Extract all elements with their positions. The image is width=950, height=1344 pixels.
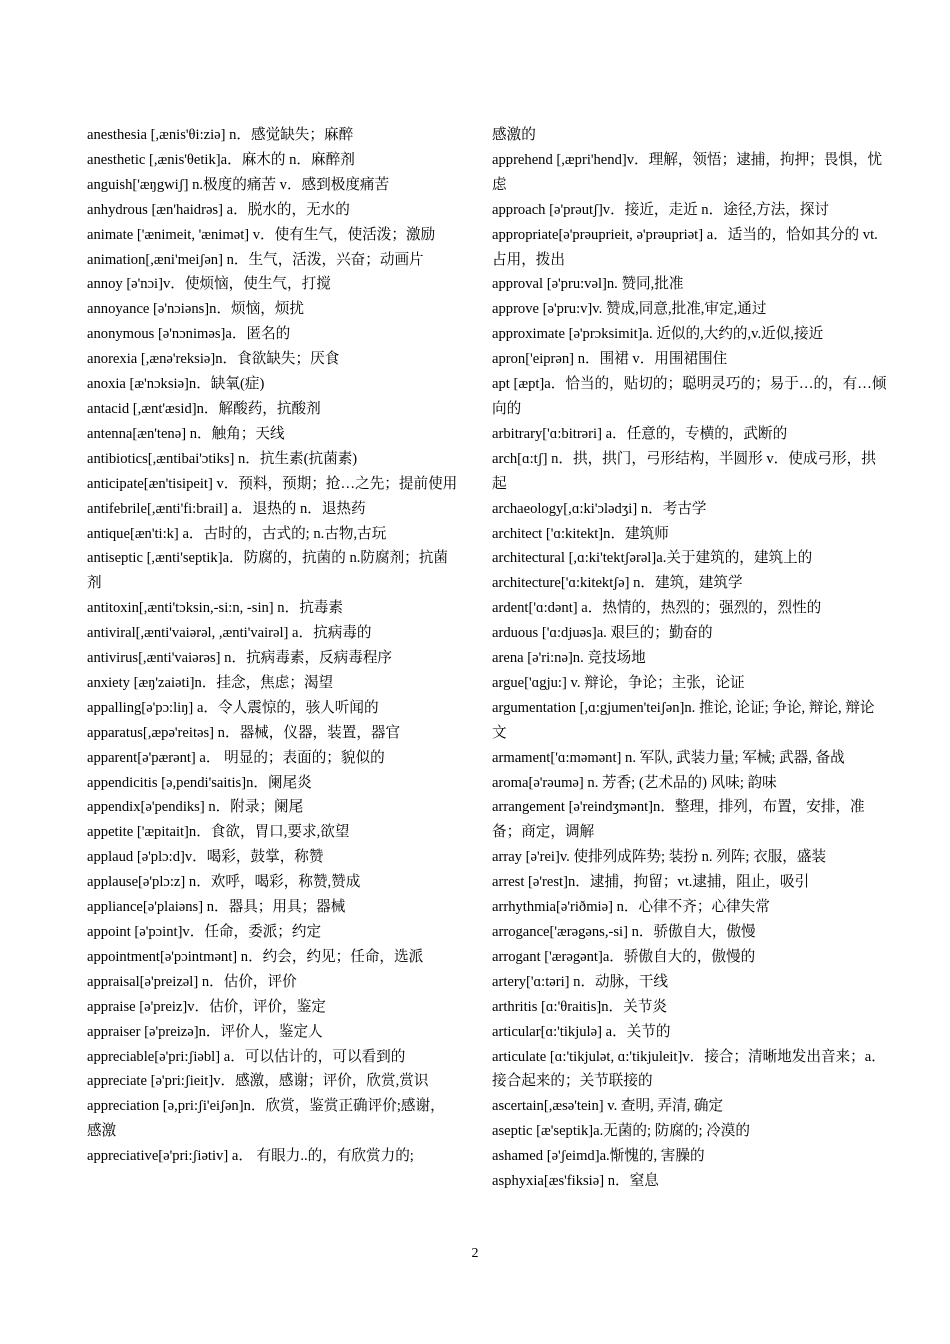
entry-apron: apron['eiprən] n．围裙 v．用围裙围住 [492,351,728,368]
entry-apparatus: apparatus[,æpə'reitəs] n．器械，仪器，装置，器官 [87,724,401,741]
entry-arduous: arduous ['ɑ:djuəs]a. 艰巨的；勤奋的 [492,625,713,642]
entry-appreciate: appreciate [ə'pri:ʃieit]v．感激，感谢；评价，欣赏,赏识 [87,1073,429,1090]
entry-apt: apt [æpt]a．恰当的，贴切的；聪明灵巧的；易于…的，有…倾向的 [492,376,887,417]
entry-arrangement: arrangement [ə'reindʒmənt]n．整理，排列，布置，安排，准备；商定，调解 [492,799,865,841]
entry-appraisal: appraisal[ə'preizəl] n．估价，评价 [87,973,297,990]
entry-appalling: appalling[ə'pɔ:liŋ] a．令人震惊的，骇人听闻的 [87,699,379,716]
entry-appendix: appendix[ə'pendiks] n．附录；阑尾 [87,799,304,816]
entry-antivirus: antivirus[,ænti'vaiərəs] n．抗病毒素，反病毒程序 [87,650,393,667]
entry-antitoxin: antitoxin[,ænti'tɔksin,-si:n, -sin] n．抗毒素 [87,600,343,617]
entry-applause: applause[ə'plɔ:z] n．欢呼，喝彩，称赞,赞成 [87,874,361,891]
entry-appropriate: appropriate[ə'prəuprieit, ə'prəupriət] a．适当的，恰如其分的 vt.占用，拨出 [492,226,878,268]
entry-antique: antique[æn'ti:k] a．古时的，古式的; n.古物,古玩 [87,525,387,542]
entry-arch: arch[ɑ:tʃ] n．拱，拱门，弓形结构，半圆形 v．使成弓形，拱起 [492,450,876,492]
entry-annoyance: annoyance [ə'nɔiəns]n．烦恼，烦扰 [87,301,305,318]
entry-anguish: anguish['æŋgwiʃ] n.极度的痛苦 v．感到极度痛苦 [87,176,390,193]
entry-array: array [ə'rei]v. 使排列成阵势; 装扮 n. 列阵; 衣服，盛装 [492,849,827,866]
entry-architectural: architectural [,ɑ:ki'tektʃərəl]a.关于建筑的，建筑上的 [492,550,813,567]
entry-argumentation: argumentation [,ɑ:gjumen'teiʃən]n. 推论, 论证; 争论, 辩论, 辩论文 [492,699,875,741]
left-column [87,123,459,1169]
entry-articular: articular[ɑ:'tikjulə] a．关节的 [492,1023,671,1040]
right-column [492,123,888,1194]
entry-archaeology: archaeology[,ɑ:ki'ɔlədʒi] n．考古学 [492,500,707,517]
entry-arbitrary: arbitrary['ɑ:bitrəri] a．任意的，专横的，武断的 [492,425,788,442]
entry-aroma: aroma[ə'rəumə] n. 芳香; (艺术品的) 风味; 韵味 [492,774,777,791]
entry-argue: argue['ɑgju:] v. 辩论，争论；主张，论证 [492,674,745,691]
entry-arthritis: arthritis [ɑ:'θraitis]n．关节炎 [492,998,667,1015]
page-number: 2 [471,1246,479,1261]
entry-ardent: ardent['ɑ:dənt] a．热情的，热烈的；强烈的，烈性的 [492,600,822,617]
entry-appliance: appliance[ə'plaiəns] n．器具；用具；器械 [87,899,346,916]
entry-appetite: appetite ['æpitait]n．食欲，胃口,要求,欲望 [87,824,350,841]
entry-apprehend: apprehend [,æpri'hend]v．理解，领悟；逮捕，拘押；畏惧，忧虑 [492,151,883,193]
entry-approach: approach [ə'prəutʃ]v．接近，走近 n．途径,方法，探讨 [492,201,830,218]
entry-aseptic: aseptic [æ'septik]a.无菌的; 防腐的; 冷漠的 [492,1123,750,1140]
entry-anonymous: anonymous [ə'nɔniməs]a．匿名的 [87,326,291,343]
entry-arrogant: arrogant ['ærəgənt]a．骄傲自大的，傲慢的 [492,948,756,965]
entry-asphyxia: asphyxia[æs'fiksiə] n．窒息 [492,1173,659,1190]
entry-antenna: antenna[æn'tenə] n．触角；天线 [87,425,285,442]
entry-anhydrous: anhydrous [æn'haidrəs] a．脱水的，无水的 [87,201,350,218]
entry-anticipate: anticipate[æn'tisipeit] v．预料，预期；抢…之先；提前使用 [87,475,458,492]
entry-anesthesia: anesthesia [,ænis'θi:ziə] n．感觉缺失；麻醉 [87,127,354,143]
entry-apparent: apparent[ə'pærənt] a． 明显的；表面的；貌似的 [87,749,385,766]
entry-arrogance: arrogance['ærəgəns,-si] n．骄傲自大，傲慢 [492,924,756,940]
entry-animate: animate ['ænimeit, 'ænimət] v．使有生气，使活泼；激励 [87,226,436,243]
entry-appreciative: appreciative[ə'pri:ʃiətiv] a． 有眼力..的，有欣赏力的; [87,1148,414,1165]
entry-approval: approval [ə'pru:vəl]n. 赞同,批准 [492,276,684,293]
entry-arrest: arrest [ə'rest]n．逮捕，拘留；vt.逮捕，阻止，吸引 [492,874,810,891]
entry-appraise: appraise [ə'preiz]v．估价，评价，鉴定 [87,998,326,1015]
entry-antiviral: antiviral[,ænti'vaiərəl, ,ænti'vairəl] a．抗病毒的 [87,625,372,642]
entry-arrhythmia: arrhythmia[ə'riðmiə] n．心律不齐；心律失常 [492,899,770,916]
entry-anxiety: anxiety [æŋ'zaiəti]n．挂念，焦虑；渴望 [87,674,334,691]
entry-antacid: antacid [,ænt'æsid]n．解酸药，抗酸剂 [87,400,321,417]
entry-appreciable: appreciable[ə'pri:ʃiəbl] a．可以估计的，可以看到的 [87,1048,406,1065]
entry-applaud: applaud [ə'plɔ:d]v．喝彩，鼓掌，称赞 [87,849,324,866]
entry-approve: approve [ə'pru:v]v. 赞成,同意,批准,审定,通过 [492,301,767,318]
entry-appreciation: appreciation [ə,pri:ʃi'eiʃən]n．欣赏，鉴赏正确评价;感谢，感激 [87,1098,445,1140]
entry-arena: arena [ə'ri:nə]n. 竞技场地 [492,650,646,667]
entry-antibiotics: antibiotics[,æntibai'ɔtiks] n．抗生素(抗菌素) [87,450,358,467]
entry-approximate: approximate [ə'prɔksimit]a. 近似的,大约的,v.近似,接近 [492,326,824,343]
entry-appointment: appointment[ə'pɔintmənt] n．约会，约见；任命，选派 [87,948,424,965]
entry-artery: artery['ɑ:təri] n．动脉，干线 [492,973,669,990]
entry-anesthetic: anesthetic [,ænis'θetik]a．麻木的 n．麻醉剂 [87,151,355,168]
entry-architecture: architecture['ɑ:kitektʃə] n．建筑，建筑学 [492,575,743,592]
entry-appreciative-continued: 感激的 [492,127,536,143]
entry-appendicitis: appendicitis [ə,pendi'saitis]n．阑尾炎 [87,774,312,791]
entry-animation: animation[,æni'meiʃən] n．生气，活泼，兴奋；动画片 [87,251,424,268]
entry-articulate: articulate [ɑ:'tikjulət, ɑ:'tikjuleit]v．接合；清晰地发出音来；a．接合起来的；关节联接的 [492,1048,886,1090]
entry-armament: armament['ɑ:məmənt] n. 军队, 武装力量; 军械; 武器, 备战 [492,749,845,766]
entry-architect: architect ['ɑ:kitekt]n．建筑师 [492,525,669,542]
entry-annoy: annoy [ə'nɔi]v．使烦恼，使生气，打搅 [87,276,331,293]
entry-appoint: appoint [ə'pɔint]v．任命，委派；约定 [87,924,322,940]
entry-ashamed: ashamed [ə'ʃeimd]a.惭愧的, 害臊的 [492,1148,705,1165]
entry-ascertain: ascertain[,æsə'tein] v. 查明, 弄清, 确定 [492,1098,724,1115]
entry-appraiser: appraiser [ə'preizə]n．评价人，鉴定人 [87,1023,323,1040]
entry-anoxia: anoxia [æ'nɔksiə]n．缺氧(症) [87,376,265,393]
entry-anorexia: anorexia [,ænə'reksiə]n．食欲缺失；厌食 [87,351,340,368]
entry-antiseptic: antiseptic [,ænti'septik]a．防腐的，抗菌的 n.防腐剂；抗菌剂 [87,550,448,592]
entry-antifebrile: antifebrile[,ænti'fi:brail] a．退热的 n．退热药 [87,500,366,517]
